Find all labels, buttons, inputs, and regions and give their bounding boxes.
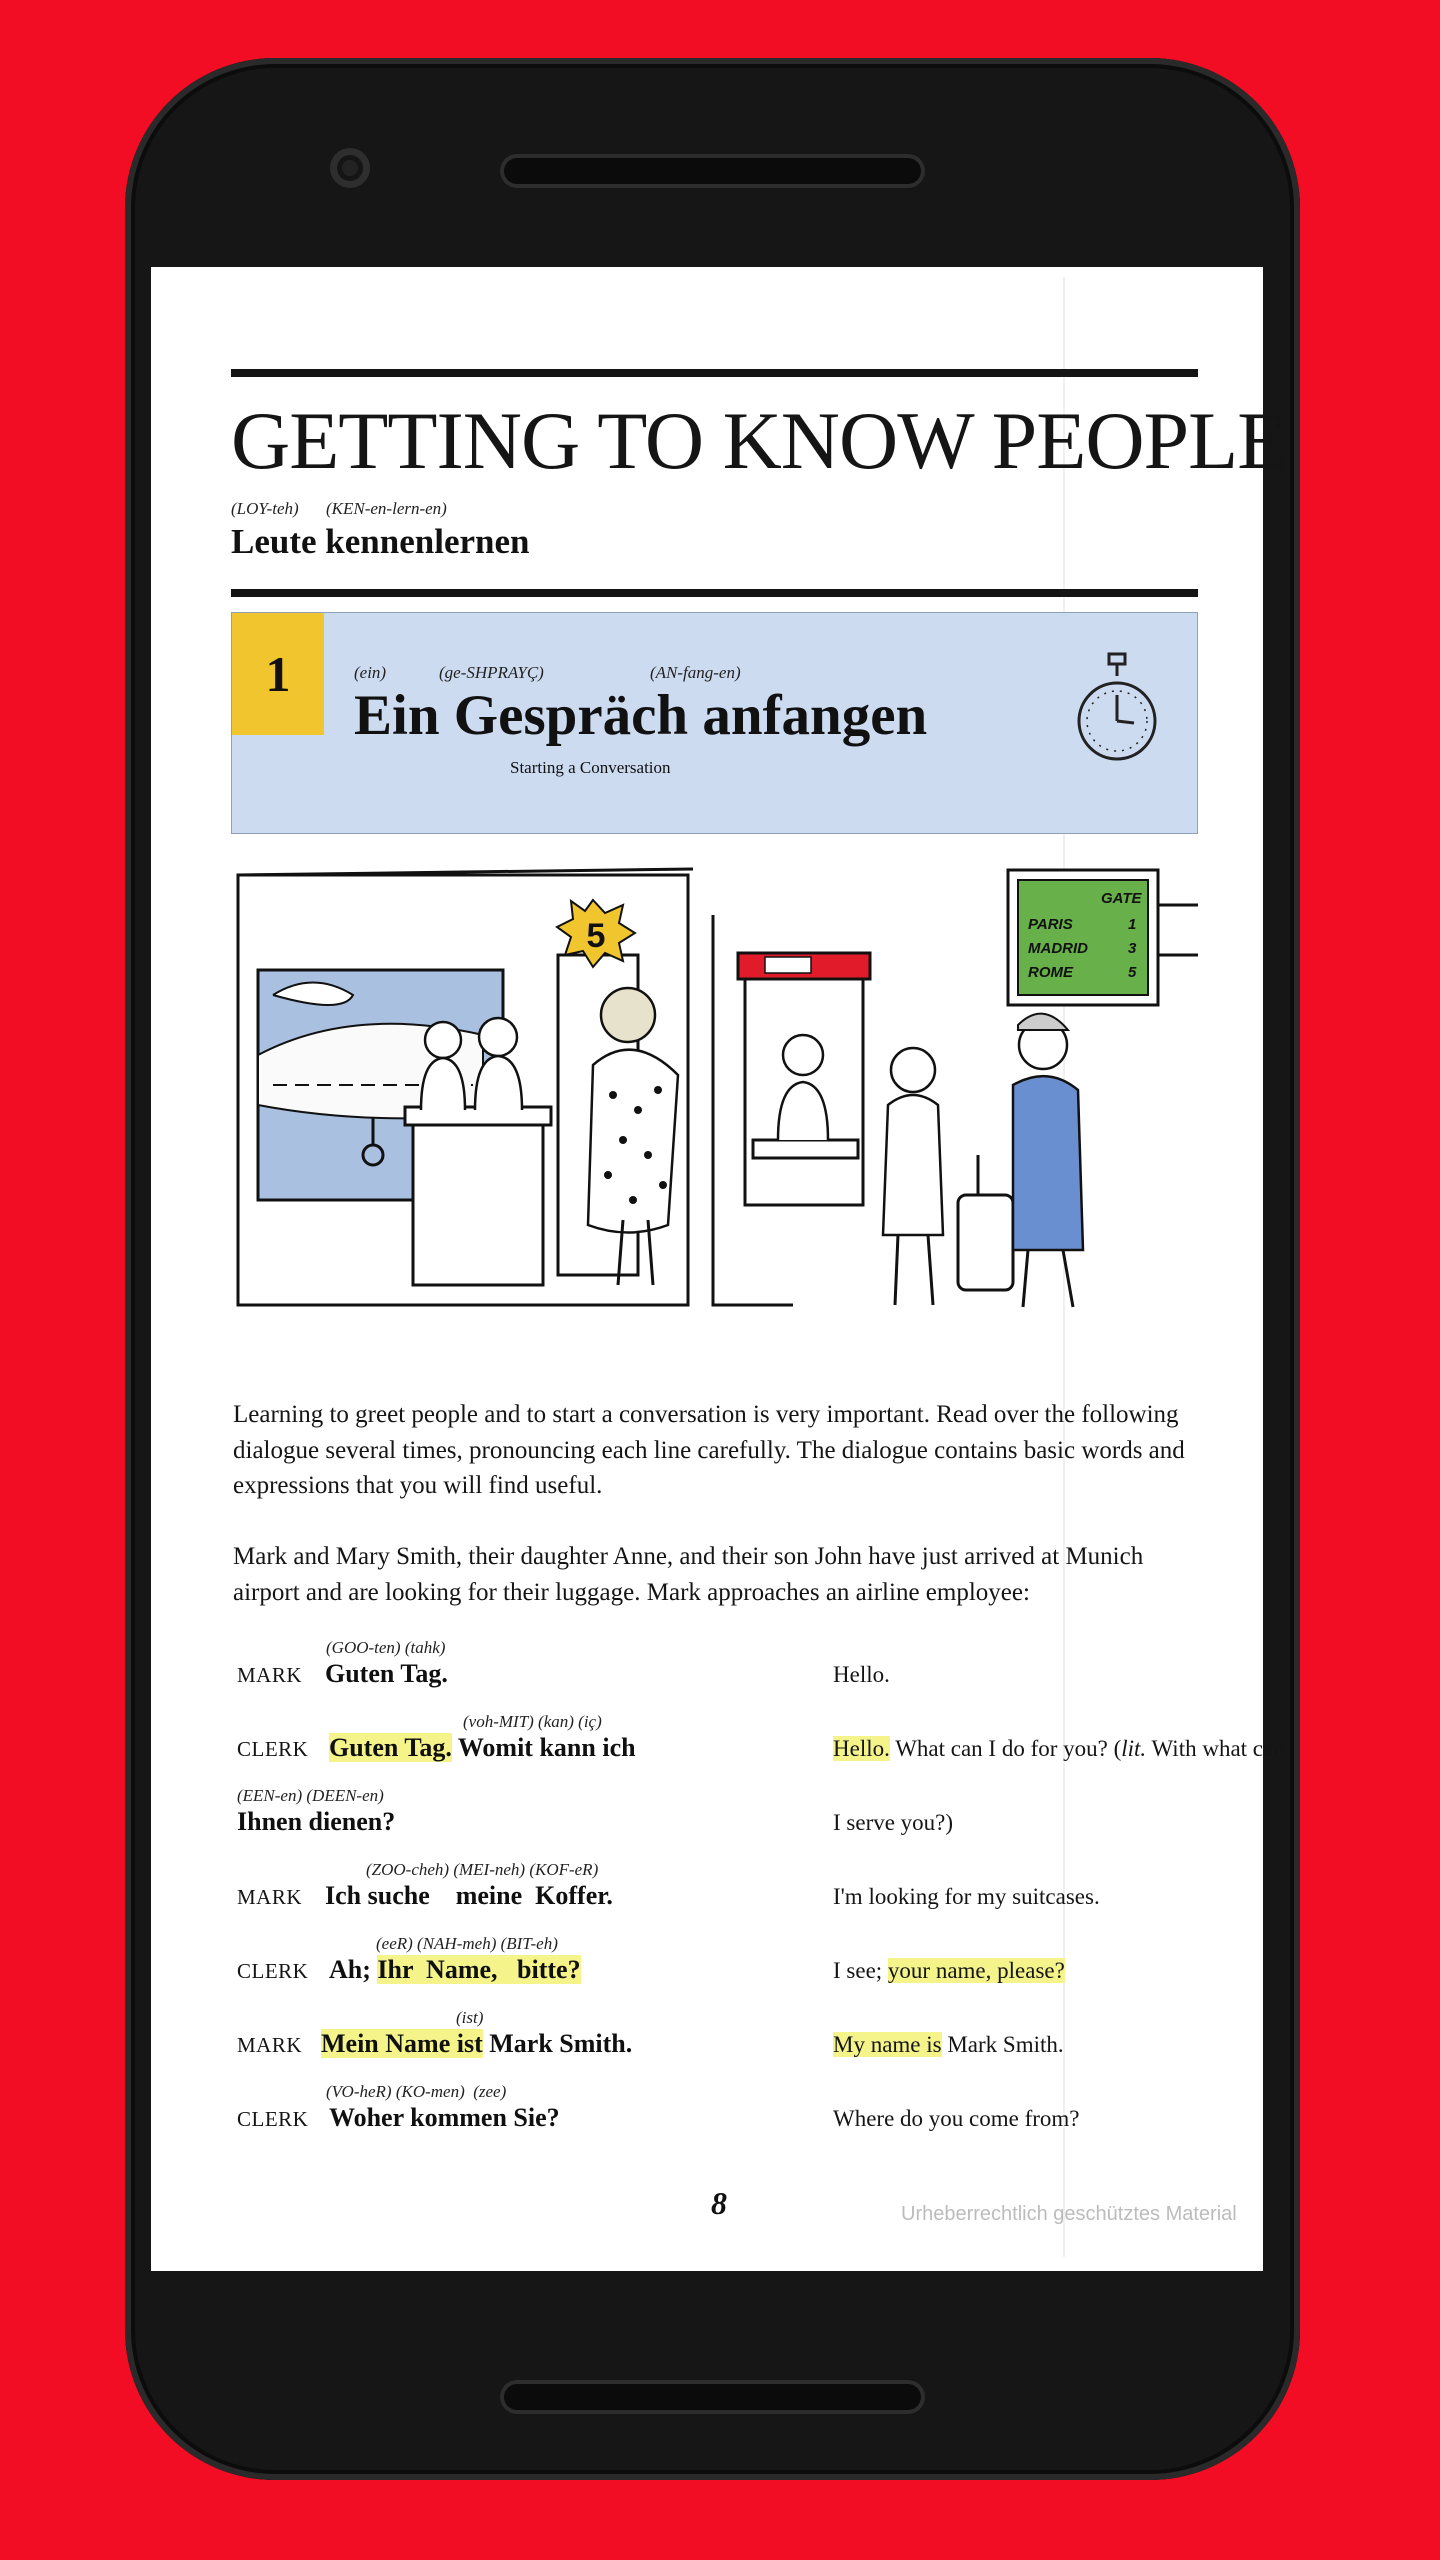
counter bbox=[413, 1115, 543, 1285]
english-highlight: your name, please? bbox=[887, 1958, 1065, 1983]
board-city-2: MADRID bbox=[1028, 940, 1088, 957]
english-text bbox=[833, 1736, 1285, 1762]
front-camera bbox=[330, 148, 370, 188]
traveler-1 bbox=[891, 1048, 935, 1092]
dialogue-line-6 bbox=[237, 2029, 1202, 2069]
english-rest-2: With what can bbox=[1146, 1736, 1285, 1761]
page-subtitle: Leute kennenlernen bbox=[231, 522, 530, 561]
german-highlight: Ihr Name, bitte? bbox=[377, 1955, 581, 1984]
pron-row-2: (voh-MIT) (kan) (iç) bbox=[463, 1712, 602, 1731]
suitcase bbox=[958, 1195, 1013, 1290]
dialogue-line-4 bbox=[237, 1881, 1202, 1921]
english-text bbox=[833, 2032, 1064, 2058]
pron-kennenlernen: (KEN-en-lern-en) bbox=[326, 499, 447, 518]
speaker-label: CLERK bbox=[237, 1737, 309, 1761]
english-text: I'm looking for my suitcases. bbox=[833, 1884, 1100, 1909]
intro-paragraph: Learning to greet people and to start a conversation is very important. Read over the following dialogue several times, pronouncing each line carefully. The dialogue contains basic words and expressions that you will find useful. bbox=[233, 1401, 1185, 1499]
pron-row-1: (GOO-ten) (tahk) bbox=[326, 1638, 446, 1657]
section-number: 1 bbox=[232, 613, 324, 735]
top-rule bbox=[231, 369, 1198, 377]
board-header: GATE bbox=[1101, 890, 1142, 907]
section-title: Ein Gespräch anfangen bbox=[354, 684, 928, 747]
pron-row-7: (VO-heR) (KO-men) (zee) bbox=[326, 2082, 507, 2101]
german-text bbox=[329, 1955, 581, 1985]
context-paragraph: Mark and Mary Smith, their daughter Anne, and their son John have just arrived at Munich airport and are looking for their luggage. Mark approaches an airline employee: bbox=[233, 1543, 1144, 1606]
english-rest: I see; bbox=[833, 1958, 888, 1983]
book-page[interactable] bbox=[151, 267, 1287, 2271]
bottom-speaker bbox=[500, 2380, 925, 2414]
german-rest: Ah; bbox=[329, 1955, 378, 1984]
pron-anfangen: (AN-fang-en) bbox=[650, 663, 741, 682]
pron-row-3: (EEN-en) (DEEN-en) bbox=[237, 1786, 384, 1805]
page-title: GETTING TO KNOW PEOPLE bbox=[231, 395, 1287, 486]
sign-number: 5 bbox=[586, 917, 606, 955]
english-lit: lit. bbox=[1121, 1736, 1147, 1761]
german-rest: Mark Smith. bbox=[482, 2029, 633, 2058]
english-highlight: Hello. bbox=[833, 1736, 890, 1761]
copyright-watermark: Urheberrechtlich geschütztes Material bbox=[901, 2203, 1237, 2225]
pron-leute: (LOY-teh) bbox=[231, 499, 299, 518]
airport-illustration bbox=[233, 855, 1198, 1325]
german-highlight: Guten Tag. bbox=[329, 1733, 452, 1762]
german-text: Ihnen dienen? bbox=[237, 1807, 396, 1836]
dialogue-line-7 bbox=[237, 2103, 1202, 2143]
woman-figure bbox=[601, 988, 655, 1042]
dialogue-line-3 bbox=[237, 1807, 1202, 1847]
board-city-1: PARIS bbox=[1028, 916, 1073, 933]
speaker-label: MARK bbox=[237, 1885, 303, 1909]
board-gate-3: 5 bbox=[1128, 964, 1137, 981]
english-text bbox=[833, 1958, 1065, 1984]
speaker-label: MARK bbox=[237, 1663, 303, 1687]
dialogue-line-2 bbox=[237, 1733, 1285, 1773]
german-rest: Womit kann ich bbox=[451, 1733, 636, 1762]
board-gate-1: 1 bbox=[1128, 916, 1137, 933]
pron-gespraech: (ge-SHPRAYÇ) bbox=[439, 663, 544, 682]
german-text: Woher kommen Sie? bbox=[329, 2103, 560, 2132]
pron-row-6: (ist) bbox=[456, 2008, 484, 2027]
german-highlight: Mein Name ist bbox=[321, 2029, 483, 2058]
speaker-label: CLERK bbox=[237, 1959, 309, 1983]
german-text bbox=[321, 2029, 632, 2059]
german-text: Guten Tag. bbox=[325, 1659, 448, 1688]
pron-ein: (ein) bbox=[354, 663, 387, 682]
english-text: I serve you?) bbox=[833, 1810, 954, 1835]
board-gate-2: 3 bbox=[1128, 940, 1137, 957]
english-text: Hello. bbox=[833, 1662, 890, 1687]
dialogue-line-1 bbox=[237, 1659, 1202, 1699]
pron-row-4: (ZOO-cheh) (MEI-neh) (KOF-eR) bbox=[366, 1860, 599, 1879]
dialogue-line-5 bbox=[237, 1955, 1202, 1995]
german-text: Ich suche meine Koffer. bbox=[325, 1881, 613, 1910]
earpiece-speaker bbox=[500, 154, 925, 188]
section-subtitle: Starting a Conversation bbox=[510, 758, 671, 777]
german-text bbox=[329, 1733, 636, 1763]
english-rest: Mark Smith. bbox=[941, 2032, 1064, 2057]
english-highlight: My name is bbox=[833, 2032, 942, 2057]
mid-rule bbox=[231, 589, 1198, 597]
stopwatch-icon bbox=[1072, 651, 1162, 776]
english-rest: What can I do for you? ( bbox=[889, 1736, 1122, 1761]
english-text: Where do you come from? bbox=[833, 2106, 1080, 2131]
section-header bbox=[231, 612, 1198, 834]
speaker-label: MARK bbox=[237, 2033, 303, 2057]
board-city-3: ROME bbox=[1028, 964, 1073, 981]
speaker-label: CLERK bbox=[237, 2107, 309, 2131]
pron-row-5: (eeR) (NAH-meh) (BIT-eh) bbox=[376, 1934, 558, 1953]
page-number: 8 bbox=[711, 2185, 727, 2221]
